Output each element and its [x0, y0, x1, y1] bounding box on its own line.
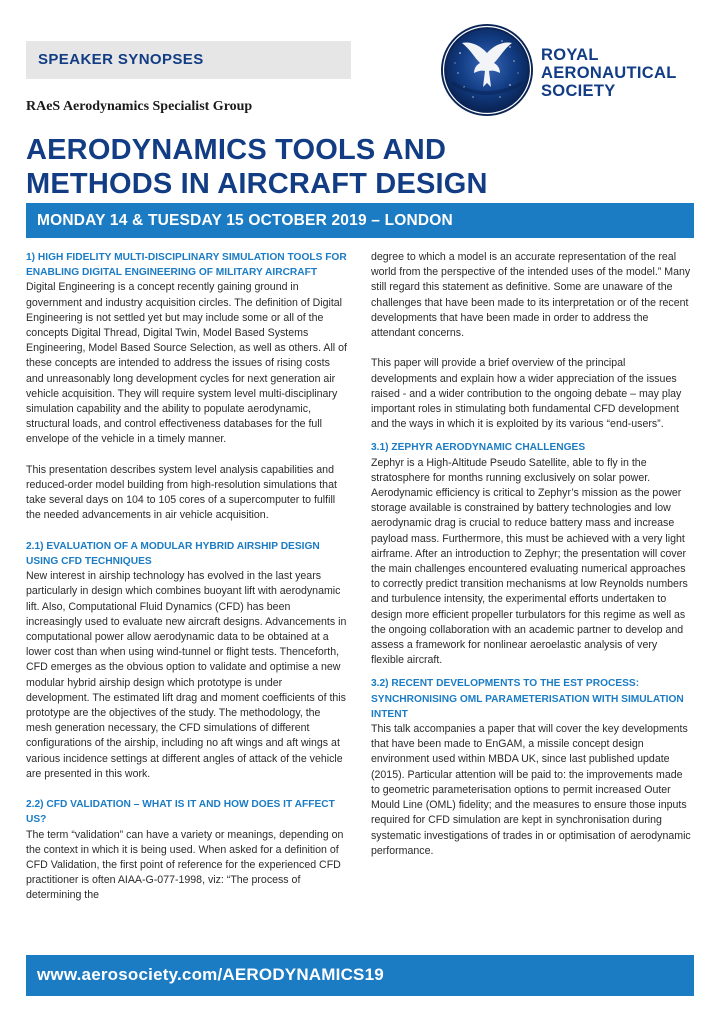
title-line-1: AERODYNAMICS TOOLS AND — [26, 134, 447, 166]
section-paragraph: This talk accompanies a paper that will cover the key developments that have been made to EnGAM, a missile concept design environment used within MBDA UK, since last published update (2015). Particular attention will be paid to: the improvements made to geometric parameterisation options to permit increased Outer Mould Line (OML) fidelity; and the measures to ensure those inputs required for CFD simulation are kept in synchronisation during systematic investigations of trades in or optimisation of aerodynamic performance. — [371, 723, 691, 857]
tag-label: SPEAKER SYNOPSES — [38, 51, 204, 68]
logo-line-royal: ROYAL — [541, 46, 599, 64]
footer-url-link[interactable]: www.aerosociety.com/AERODYNAMICS19 — [37, 965, 384, 984]
spacer — [371, 432, 693, 440]
spacer — [371, 668, 693, 676]
date-banner — [26, 203, 694, 238]
date-banner-text: MONDAY 14 & TUESDAY 15 OCTOBER 2019 – LONDON — [37, 212, 453, 229]
section-heading: 1) HIGH FIDELITY MULTI-DISCIPLINARY SIMULATION TOOLS FOR ENABLING DIGITAL ENGINEERING OF MILITARY AIRCRAFT — [26, 252, 347, 279]
raes-wordmark — [541, 46, 677, 100]
section-paragraph: New interest in airship technology has evolved in the last years particularly in design which combines buoyant lift with aerodynamic lift. Also, Computational Fluid Dynamics (CFD) has been increasingly used to evaluate new aircraft designs. Advancements in computational power allow aerodynamic data to be obtained at a lower cost than when using wind-tunnel or flight tests. Thenceforth, CFD emerges as the obvious option to validate and optimise a new modular hybrid airship design which prototype is under development. The estimated lift drag and moment coefficients of this prototype are the objectives of the study. The methodology, the mesh generation necessary, the CFD simulations of different configurations of the airship, including no aft wings and aft wings at various incidence settings at different angles of attack of the vehicle are presented in this work. — [26, 570, 347, 780]
section-paragraph: degree to which a model is an accurate representation of the real world from the perspective of the intended uses of the model.” Many still regard this statement as definitive. Some are unaware of the challenges that have been made to its interpretation or of the recent developments that have been made in order to address the attendant concerns. — [371, 251, 691, 340]
group-name: RAeS Aerodynamics Specialist Group — [26, 99, 253, 114]
section-heading: 3.1) ZEPHYR AERODYNAMIC CHALLENGES — [371, 442, 586, 454]
section-paragraph: This paper will provide a brief overview of the principal developments and explain how a wider appreciation of the issues raised - and a wider contribution to the ongoing debate – may play important roles in stimulating both fundamental CFD development and the ways in which it is exploited by its various “end-users”. — [371, 357, 682, 431]
title-line-2: METHODS IN AIRCRAFT DESIGN — [26, 168, 488, 200]
left-column — [26, 250, 348, 904]
logo-line-aeronautical: AERONAUTICAL — [541, 64, 677, 82]
section-heading: 2.2) CFD VALIDATION – WHAT IS IT AND HOW DOES IT AFFECT US? — [26, 799, 335, 826]
section-paragraph: Zephyr is a High-Altitude Pseudo Satellite, able to fly in the stratosphere for months running exclusively on solar power. Aerodynamic efficiency is critical to Zephyr’s mission as the power storage available is constrained by battery technologies and low aerodynamic drag is crucial to reduce battery mass and increase payload mass. Furthermore, this must be achieved with a very light airframe. After an introduction to Zephyr; the presentation will cover the main challenges encountered evaluating numerical approaches to correctly predict transition mechanisms at low Reynolds numbers and turbulence intensity, the experimental efforts undertaken to design more efficient propeller turbulators for this regime as well as the ongoing collaboration with an academic partner to develop and assess a framework for nonlinear aeroelastic analysis of very flexible aircraft. — [371, 456, 688, 667]
speaker-synopses-tag — [26, 41, 351, 79]
logo-line-society: SOCIETY — [541, 82, 616, 100]
raes-eagle-emblem-icon — [440, 23, 534, 117]
right-column — [371, 250, 693, 859]
page-title — [26, 133, 488, 201]
section-heading: 3.2) RECENT DEVELOPMENTS TO THE EST PROCESS: SYNCHRONISING OML PARAMETERISATION WITH SIMULATION INTENT — [371, 678, 684, 720]
section-heading: 2.1) EVALUATION OF A MODULAR HYBRID AIRSHIP DESIGN USING CFD TECHNIQUES — [26, 540, 320, 568]
section-paragraph: Digital Engineering is a concept recently gaining ground in government and industry acquisition circles. The definition of Digital Engineering is not settled yet but may include some or all of the concepts Digital Thread, Digital Twin, Model Based Systems Engineering, Model Based Source Selection, as well as others. All of these concepts are intended to address the issues of rising costs and unreasonably long development cycles for next generation air vehicle acquisition. They will require system level multi-disciplinary simulation capability and the ability to populate aerodynamic, structural loads, and control effectiveness databases for the full envelope of the vehicle in a timely manner. — [26, 281, 347, 446]
footer-banner — [26, 955, 694, 996]
section-paragraph: The term “validation” can have a variety or meanings, depending on the context in which it is being used. When asked for a definition of CFD Validation, the first point of reference for the experienced CFD practitioner is often AIAA-G-077-1998, viz: “The process of determining the — [26, 828, 344, 902]
section-paragraph: This presentation describes system level analysis capabilities and reduced-order model building from high-resolution simulations that take several days on 104 to 105 cores of a supercomputer to fulfill the needed advancements in air vehicle acquisition. — [26, 463, 337, 522]
